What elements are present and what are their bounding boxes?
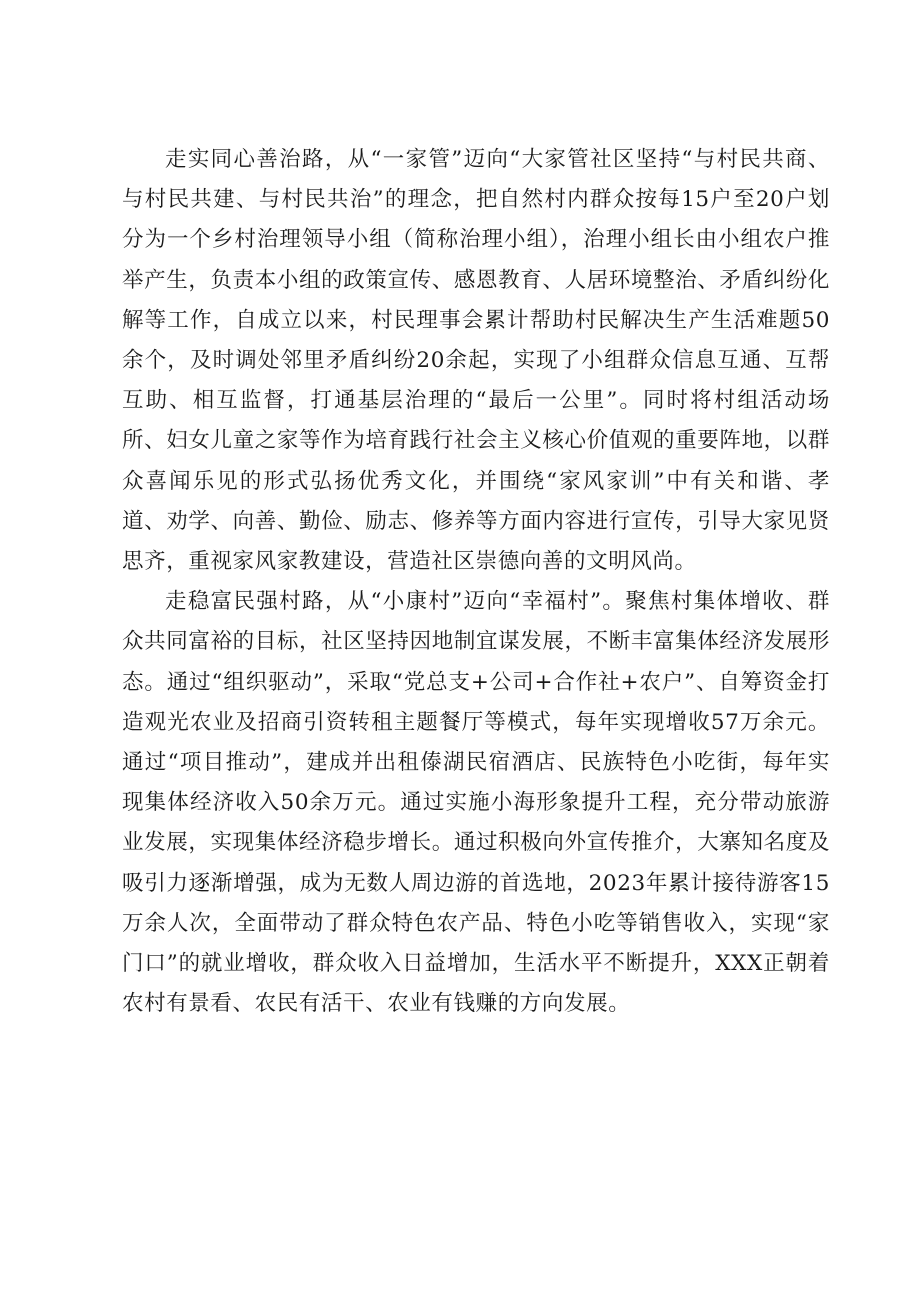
paragraph-prosperity: 走稳富民强村路，从“小康村”迈向“幸福村”。聚焦村集体增收、群众共同富裕的目标，社区坚持因地制宜谋发展，不断丰富集体经济发展形态。通过“组织驱动”，采取“党总支+公司+合作社+农户”、自筹资金打造观光农业及招商引资转租主题餐厅等模式，每年实现增收57万余元。通过“项目推动”，建成并出租傣湖民宿酒店、民族特色小吃街，每年实现集体经济收入50余万元。通过实施小海形象提升工程，充分带动旅游业发展，实现集体经济稳步增长。通过积极向外宣传推介，大寨知名度及吸引力逐渐增强，成为无数人周边游的首选地，2023年累计接待游客15万余人次，全面带动了群众特色农产品、特色小吃等销售收入，实现“家门口”的就业增收，群众收入日益增加，生活水平不断提升，XXX正朝着农村有景看、农民有活干、农业有钱赚的方向发展。 (122, 589, 830, 1017)
document-body (122, 140, 830, 1024)
paragraph-governance: 走实同心善治路，从“一家管”迈向“大家管社区坚持“与村民共商、与村民共建、与村民共治”的理念，把自然村内群众按每15户至20户划分为一个乡村治理领导小组（简称治理小组），治理小组长由小组农户推举产生，负责本小组的政策宣传、感恩教育、人居环境整治、矛盾纠纷化解等工作，自成立以来，村民理事会累计帮助村民解决生产生活难题50余个，及时调处邻里矛盾纠纷20余起，实现了小组群众信息互通、互帮互助、相互监督，打通基层治理的“最后一公里”。同时将村组活动场所、妇女儿童之家等作为培育践行社会主义核心价值观的重要阵地，以群众喜闻乐见的形式弘扬优秀文化，并围绕“家风家训”中有关和谐、孝道、劝学、向善、勤俭、励志、修养等方面内容进行宣传，引导大家见贤思齐，重视家风家教建设，营造社区崇德向善的文明风尚。 (122, 147, 830, 575)
